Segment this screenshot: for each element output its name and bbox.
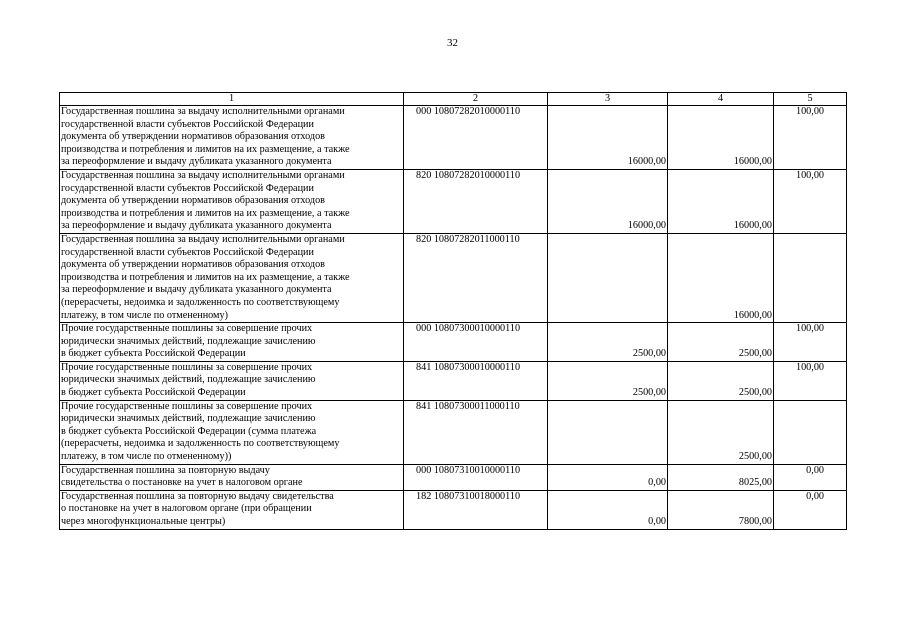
table-row	[60, 490, 847, 529]
page-number: 32	[447, 37, 458, 49]
row-planned-amount	[548, 400, 668, 464]
table-row	[60, 169, 847, 233]
row-classification-code: 182 10807310018000110	[404, 490, 548, 529]
row-classification-code: 000 10807282010000110	[404, 106, 548, 170]
row-execution-percent	[774, 400, 847, 464]
header-col-1: 1	[60, 93, 404, 106]
row-execution-percent: 100,00	[774, 169, 847, 233]
row-actual-amount: 8025,00	[668, 464, 774, 490]
row-planned-amount	[548, 233, 668, 322]
row-execution-percent: 100,00	[774, 361, 847, 400]
row-planned-amount: 16000,00	[548, 169, 668, 233]
row-classification-code: 000 10807300010000110	[404, 323, 548, 362]
table-row	[60, 400, 847, 464]
row-actual-amount: 16000,00	[668, 233, 774, 322]
row-planned-amount: 16000,00	[548, 106, 668, 170]
row-description: Прочие государственные пошлины за совершение прочих юридически значимых действий, подлежащие зачислению в бюджет субъекта Российской Федерации	[60, 323, 404, 362]
row-execution-percent: 0,00	[774, 490, 847, 529]
row-actual-amount: 2500,00	[668, 400, 774, 464]
row-execution-percent: 100,00	[774, 106, 847, 170]
table-row	[60, 323, 847, 362]
row-execution-percent: 100,00	[774, 323, 847, 362]
row-classification-code: 820 10807282011000110	[404, 233, 548, 322]
header-col-3: 3	[548, 93, 668, 106]
row-description: Государственная пошлина за повторную выдачу свидетельства о постановке на учет в налоговом органе (при обращении через многофункциональные центры)	[60, 490, 404, 529]
row-description: Прочие государственные пошлины за совершение прочих юридически значимых действий, подлежащие зачислению в бюджет субъекта Российской Федерации (сумма платежа (перерасчеты, недоимка и задолженность по соответствующему платежу, в том числе по отмененному))	[60, 400, 404, 464]
row-description: Прочие государственные пошлины за совершение прочих юридически значимых действий, подлежащие зачислению в бюджет субъекта Российской Федерации	[60, 361, 404, 400]
budget-table	[59, 92, 847, 530]
row-actual-amount: 7800,00	[668, 490, 774, 529]
row-description: Государственная пошлина за выдачу исполнительными органами государственной власти субъектов Российской Федерации документа об утверждении нормативов образования отходов производства и потребления и лимитов на их размещение, а также за переоформление и выдачу дубликата указанного документа	[60, 169, 404, 233]
row-actual-amount: 2500,00	[668, 361, 774, 400]
row-classification-code: 820 10807282010000110	[404, 169, 548, 233]
row-description: Государственная пошлина за выдачу исполнительными органами государственной власти субъектов Российской Федерации документа об утверждении нормативов образования отходов производства и потребления и лимитов на их размещение, а также за переоформление и выдачу дубликата указанного документа	[60, 106, 404, 170]
row-planned-amount: 2500,00	[548, 323, 668, 362]
row-description: Государственная пошлина за повторную выдачу свидетельства о постановке на учет в налоговом органе	[60, 464, 404, 490]
row-planned-amount: 2500,00	[548, 361, 668, 400]
row-description: Государственная пошлина за выдачу исполнительными органами государственной власти субъектов Российской Федерации документа об утверждении нормативов образования отходов производства и потребления и лимитов на их размещение, а также за переоформление и выдачу дубликата указанного документа (перерасчеты, недоимка и задолженность по соответствующему платежу, в том числе по отмененному)	[60, 233, 404, 322]
table-row	[60, 361, 847, 400]
row-classification-code: 000 10807310010000110	[404, 464, 548, 490]
table-row	[60, 233, 847, 322]
header-col-5: 5	[774, 93, 847, 106]
row-execution-percent	[774, 233, 847, 322]
header-row	[60, 93, 847, 106]
row-actual-amount: 16000,00	[668, 106, 774, 170]
header-col-2: 2	[404, 93, 548, 106]
table-row	[60, 464, 847, 490]
row-classification-code: 841 10807300010000110	[404, 361, 548, 400]
table-row	[60, 106, 847, 170]
row-execution-percent: 0,00	[774, 464, 847, 490]
row-classification-code: 841 10807300011000110	[404, 400, 548, 464]
header-col-4: 4	[668, 93, 774, 106]
row-actual-amount: 16000,00	[668, 169, 774, 233]
row-actual-amount: 2500,00	[668, 323, 774, 362]
row-planned-amount: 0,00	[548, 490, 668, 529]
row-planned-amount: 0,00	[548, 464, 668, 490]
